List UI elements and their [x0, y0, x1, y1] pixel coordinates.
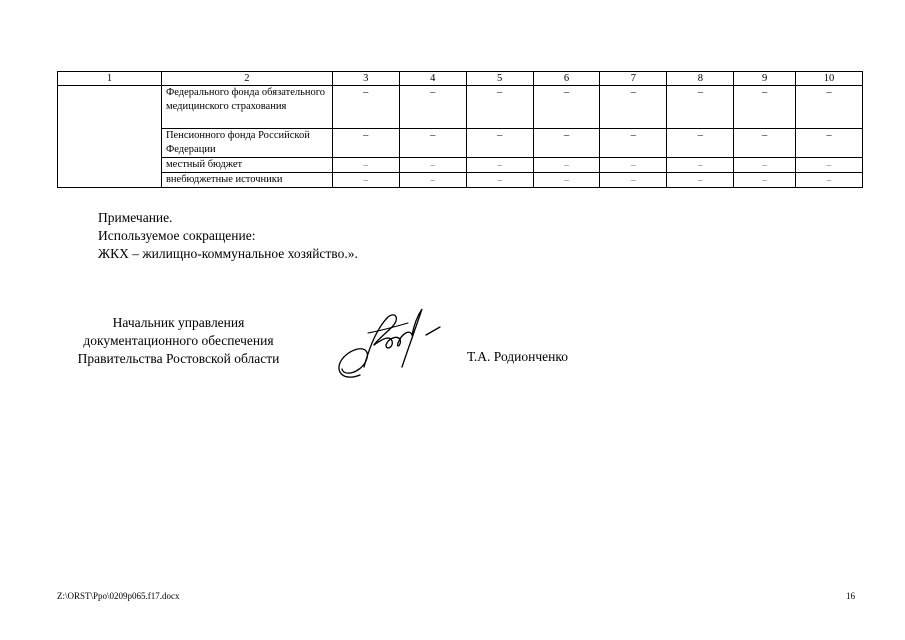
- header-cell: 10: [796, 72, 863, 86]
- table-cell: –: [600, 129, 667, 158]
- table-cell: –: [332, 86, 399, 129]
- table-cell: –: [734, 158, 796, 173]
- table-row: [58, 158, 863, 173]
- header-cell: 3: [332, 72, 399, 86]
- table-cell: –: [796, 129, 863, 158]
- note-title: Примечание.: [98, 210, 173, 225]
- header-cell: 6: [533, 72, 600, 86]
- table-cell: –: [600, 158, 667, 173]
- signatory-title: [55, 314, 302, 368]
- table-cell: –: [734, 86, 796, 129]
- table-row: [58, 173, 863, 188]
- table-cell: –: [533, 173, 600, 188]
- signatory-name: Т.А. Родионченко: [467, 349, 568, 364]
- header-cell: 1: [58, 72, 162, 86]
- signatory-title-line: документационного обеспечения: [83, 333, 274, 348]
- row-label: внебюджетные источники: [161, 173, 332, 188]
- handwritten-signature: [330, 305, 450, 390]
- table-cell: –: [332, 173, 399, 188]
- row-label: местный бюджет: [161, 158, 332, 173]
- table-cell: –: [600, 173, 667, 188]
- table-header-row: [58, 72, 863, 86]
- table-cell: –: [667, 173, 734, 188]
- header-cell: 9: [734, 72, 796, 86]
- table-cell: –: [796, 86, 863, 129]
- table-cell: –: [332, 158, 399, 173]
- empty-group-cell: [58, 86, 162, 188]
- footer-file-path: Z:\ORST\Ppo\0209p065.f17.docx: [57, 591, 180, 601]
- row-label: Пенсионного фонда Российской Федерации: [161, 129, 332, 158]
- header-cell: 5: [466, 72, 533, 86]
- table-cell: –: [399, 173, 466, 188]
- table-cell: –: [399, 129, 466, 158]
- table-cell: –: [466, 158, 533, 173]
- header-cell: 8: [667, 72, 734, 86]
- table-cell: –: [600, 86, 667, 129]
- table-cell: –: [734, 129, 796, 158]
- table-cell: –: [399, 158, 466, 173]
- table-cell: –: [533, 86, 600, 129]
- table-cell: –: [533, 158, 600, 173]
- table-cell: –: [796, 173, 863, 188]
- signatory-title-line: Правительства Ростовской области: [77, 351, 280, 366]
- note-line: ЖКХ – жилищно-коммунальное хозяйство.».: [98, 246, 358, 261]
- table-cell: –: [466, 173, 533, 188]
- table-row: [58, 129, 863, 158]
- note-block: [98, 209, 358, 263]
- table-cell: –: [466, 129, 533, 158]
- page-number: 16: [846, 591, 855, 601]
- table-cell: –: [399, 86, 466, 129]
- table-cell: –: [667, 158, 734, 173]
- row-label: Федерального фонда обязательного медицинского страхования: [161, 86, 332, 129]
- table-cell: –: [332, 129, 399, 158]
- table-cell: –: [667, 129, 734, 158]
- note-line: Используемое сокращение:: [98, 228, 256, 243]
- table-cell: –: [796, 158, 863, 173]
- header-cell: 4: [399, 72, 466, 86]
- header-cell: 2: [161, 72, 332, 86]
- header-cell: 7: [600, 72, 667, 86]
- signatory-title-line: Начальник управления: [112, 315, 245, 330]
- table-cell: –: [533, 129, 600, 158]
- table-row: [58, 86, 863, 129]
- table-cell: –: [734, 173, 796, 188]
- table-cell: –: [466, 86, 533, 129]
- budget-table: [57, 71, 863, 188]
- table-cell: –: [667, 86, 734, 129]
